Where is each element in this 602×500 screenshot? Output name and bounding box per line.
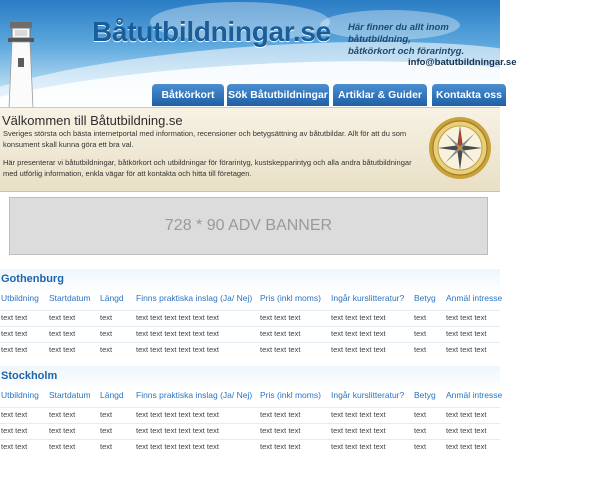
welcome-paragraph: Sveriges största och bästa internetportal med information, recensioner och betygsättning av båtutbildar. Allt för att du som konsument skall kunna göra ett bra val. <box>3 129 407 149</box>
table-header-cell[interactable]: Betyg <box>414 390 436 400</box>
table-cell: text text text <box>446 329 487 338</box>
welcome-paragraph: Här presenterar vi båtutbildningar, båtkörkort och utbildningar för förarintyg, kustskepparintyg och alla andra båtutbildningar med utförlig information, enkla vägar för att kontakta och hitta till företagen. <box>3 158 412 178</box>
table-header-cell[interactable]: Startdatum <box>49 390 91 400</box>
table-header-cell[interactable]: Anmäl intresse <box>446 293 503 303</box>
section-band <box>0 269 500 293</box>
welcome-title: Välkommen till Båtutbildning.se <box>2 113 183 128</box>
site-logo[interactable]: Båtutbildningar.se <box>92 16 331 47</box>
table-cell: text <box>100 345 113 354</box>
table-header-cell[interactable]: Pris (inkl moms) <box>260 390 321 400</box>
table-cell: text text <box>49 345 76 354</box>
table-header-cell[interactable]: Anmäl intresse <box>446 390 503 400</box>
contact-email-link[interactable]: info@batutbildningar.se <box>408 57 517 68</box>
table-cell: text text <box>1 345 28 354</box>
table-cell: text text text text <box>331 329 386 338</box>
section-title: Stockholm <box>1 370 58 382</box>
table-cell: text text text text <box>331 426 386 435</box>
nav-tab-sok-batutbildningar[interactable]: Sök Båtutbildningar <box>227 84 329 106</box>
table-cell: text <box>100 329 113 338</box>
table-cell: text text text <box>446 442 487 451</box>
table-header-cell[interactable]: Ingår kurslitteratur? <box>331 293 405 303</box>
table-cell: text text text text <box>331 313 386 322</box>
table-cell: text text text <box>260 426 301 435</box>
row-divider <box>0 310 500 311</box>
welcome-panel <box>0 107 500 192</box>
table-cell: text text text text text text <box>136 442 219 451</box>
table-header-cell[interactable]: Utbildning <box>1 293 39 303</box>
table-cell: text text text <box>446 313 487 322</box>
main-navigation <box>0 84 500 106</box>
table-cell: text text text <box>260 410 301 419</box>
table-cell: text text text text <box>331 410 386 419</box>
row-divider <box>0 439 500 440</box>
section-band <box>0 366 500 390</box>
table-cell: text text <box>49 313 76 322</box>
table-cell: text <box>100 442 113 451</box>
table-cell: text <box>414 426 427 435</box>
table-header-cell[interactable]: Ingår kurslitteratur? <box>331 390 405 400</box>
table-cell: text text text text text text <box>136 410 219 419</box>
section-title: Gothenburg <box>1 273 64 285</box>
table-header-cell[interactable]: Betyg <box>414 293 436 303</box>
table-cell: text text <box>49 426 76 435</box>
table-header-cell[interactable]: Pris (inkl moms) <box>260 293 321 303</box>
table-cell: text text <box>1 410 28 419</box>
row-divider <box>0 423 500 424</box>
table-cell: text <box>414 313 427 322</box>
row-divider <box>0 326 500 327</box>
table-cell: text text <box>1 329 28 338</box>
table-header-cell[interactable]: Finns praktiska inslag (Ja/ Nej) <box>136 390 253 400</box>
table-cell: text text <box>1 442 28 451</box>
table-cell: text text text text text text <box>136 426 219 435</box>
ad-banner[interactable]: 728 * 90 ADV BANNER <box>9 197 488 255</box>
nav-tab-kontakta-oss[interactable]: Kontakta oss <box>432 84 506 106</box>
table-cell: text text text <box>446 345 487 354</box>
table-cell: text text <box>49 442 76 451</box>
table-header-cell[interactable]: Utbildning <box>1 390 39 400</box>
table-cell: text text text text text text <box>136 345 219 354</box>
table-cell: text text text <box>260 442 301 451</box>
table-cell: text text <box>49 410 76 419</box>
table-cell: text <box>414 442 427 451</box>
nav-tab-artiklar-guider[interactable]: Artiklar & Guider <box>333 84 427 106</box>
table-cell: text text text text <box>331 442 386 451</box>
table-cell: text text text <box>260 329 301 338</box>
table-cell: text text text <box>446 426 487 435</box>
table-cell: text text text text <box>331 345 386 354</box>
table-cell: text text <box>49 329 76 338</box>
row-divider <box>0 342 500 343</box>
site-tagline: Här finner du allt inom båtutbildning, båtkörkort och förarintyg. <box>348 22 465 57</box>
table-cell: text <box>414 329 427 338</box>
table-header-cell[interactable]: Längd <box>100 293 124 303</box>
table-cell: text text text <box>446 410 487 419</box>
table-cell: text <box>100 313 113 322</box>
table-cell: text text text text text text <box>136 313 219 322</box>
compass-icon <box>426 112 494 184</box>
table-header-cell[interactable]: Startdatum <box>49 293 91 303</box>
row-divider <box>0 407 500 408</box>
table-cell: text <box>100 426 113 435</box>
table-cell: text text text <box>260 313 301 322</box>
table-cell: text text text <box>260 345 301 354</box>
table-header-cell[interactable]: Finns praktiska inslag (Ja/ Nej) <box>136 293 253 303</box>
site-header <box>0 0 517 107</box>
table-header-cell[interactable]: Längd <box>100 390 124 400</box>
table-cell: text <box>100 410 113 419</box>
table-cell: text <box>414 345 427 354</box>
table-cell: text text <box>1 313 28 322</box>
table-cell: text <box>414 410 427 419</box>
table-cell: text text text text text text <box>136 329 219 338</box>
table-cell: text text <box>1 426 28 435</box>
nav-tab-batkorkort[interactable]: Båtkörkort <box>152 84 224 106</box>
